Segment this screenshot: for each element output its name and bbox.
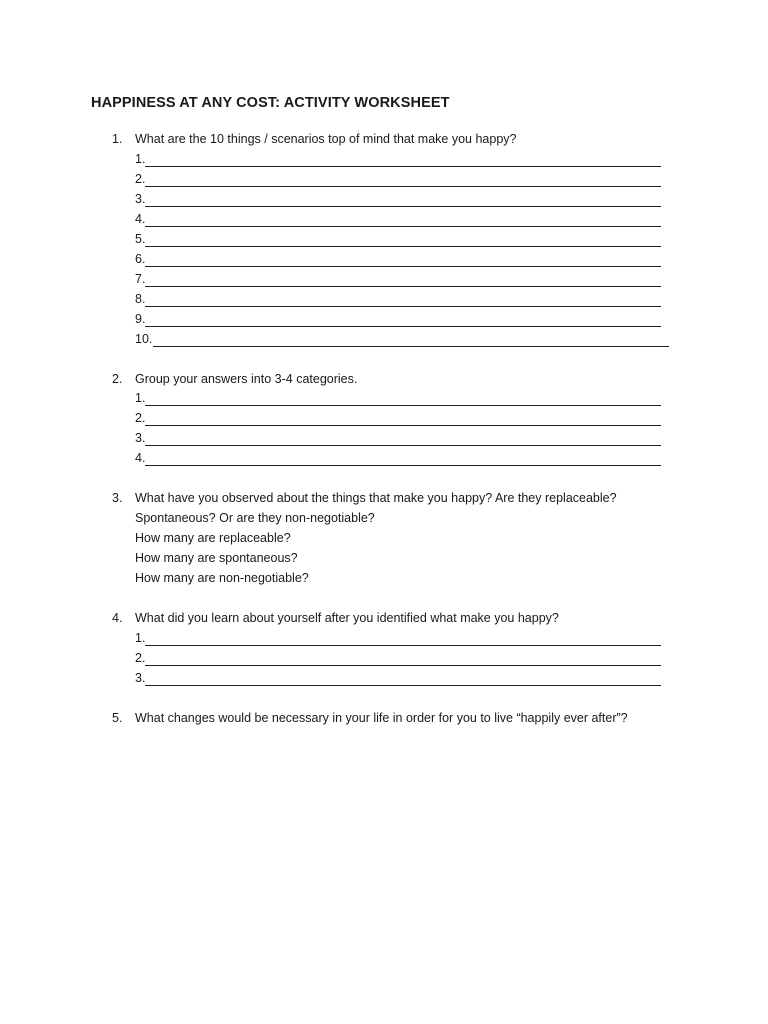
sub-question: How many are spontaneous? xyxy=(135,551,298,565)
blank-number: 2. xyxy=(135,411,146,425)
blank-rule xyxy=(145,465,661,466)
question-number: 4. xyxy=(112,611,123,625)
question-text: What are the 10 things / scenarios top of mind that make you happy? xyxy=(135,132,517,146)
question-number: 5. xyxy=(112,711,123,725)
answer-blank[interactable] xyxy=(135,671,661,687)
question-number: 1. xyxy=(112,132,123,146)
answer-blank[interactable] xyxy=(135,152,661,168)
answer-blank[interactable] xyxy=(135,232,661,248)
question-text: What changes would be necessary in your life in order for you to live “happily ever after”? xyxy=(135,711,628,725)
blank-rule xyxy=(145,166,661,167)
blank-rule xyxy=(145,306,661,307)
blank-number: 1. xyxy=(135,391,146,405)
answer-blank[interactable] xyxy=(135,631,661,647)
blank-number: 10. xyxy=(135,332,153,346)
blank-number: 3. xyxy=(135,431,146,445)
blank-number: 9. xyxy=(135,312,146,326)
blank-rule xyxy=(153,346,669,347)
blank-number: 4. xyxy=(135,212,146,226)
blank-rule xyxy=(145,286,661,287)
blank-number: 3. xyxy=(135,671,146,685)
blank-rule xyxy=(145,685,661,686)
sub-question: How many are replaceable? xyxy=(135,531,291,545)
worksheet-title: HAPPINESS AT ANY COST: ACTIVITY WORKSHEET xyxy=(91,95,450,111)
answer-blank[interactable] xyxy=(135,451,661,467)
blank-rule xyxy=(145,186,661,187)
answer-blank[interactable] xyxy=(135,272,661,288)
sub-question: How many are non-negotiable? xyxy=(135,571,309,585)
blank-number: 1. xyxy=(135,152,146,166)
answer-blank[interactable] xyxy=(135,212,661,228)
blank-rule xyxy=(145,246,661,247)
answer-blank[interactable] xyxy=(135,252,661,268)
question-number: 3. xyxy=(112,491,123,505)
blank-number: 3. xyxy=(135,192,146,206)
answer-blank[interactable] xyxy=(135,172,661,188)
blank-number: 4. xyxy=(135,451,146,465)
blank-rule xyxy=(145,425,661,426)
question-continuation: Spontaneous? Or are they non-negotiable? xyxy=(135,511,375,525)
answer-blank[interactable] xyxy=(135,411,661,427)
answer-blank[interactable] xyxy=(135,192,661,208)
blank-rule xyxy=(145,226,661,227)
blank-number: 2. xyxy=(135,651,146,665)
blank-number: 8. xyxy=(135,292,146,306)
blank-number: 5. xyxy=(135,232,146,246)
question-text: What have you observed about the things that make you happy? Are they replaceable? xyxy=(135,491,617,505)
blank-rule xyxy=(145,405,661,406)
answer-blank[interactable] xyxy=(135,292,661,308)
question-text: Group your answers into 3-4 categories. xyxy=(135,372,358,386)
answer-blank[interactable] xyxy=(135,332,669,348)
blank-rule xyxy=(145,645,661,646)
blank-number: 6. xyxy=(135,252,146,266)
blank-rule xyxy=(145,266,661,267)
answer-blank[interactable] xyxy=(135,431,661,447)
answer-blank[interactable] xyxy=(135,651,661,667)
blank-rule xyxy=(145,326,661,327)
question-text: What did you learn about yourself after you identified what make you happy? xyxy=(135,611,559,625)
question-number: 2. xyxy=(112,372,123,386)
answer-blank[interactable] xyxy=(135,312,661,328)
blank-number: 2. xyxy=(135,172,146,186)
answer-blank[interactable] xyxy=(135,391,661,407)
blank-number: 7. xyxy=(135,272,146,286)
blank-rule xyxy=(145,206,661,207)
blank-number: 1. xyxy=(135,631,146,645)
blank-rule xyxy=(145,445,661,446)
blank-rule xyxy=(145,665,661,666)
